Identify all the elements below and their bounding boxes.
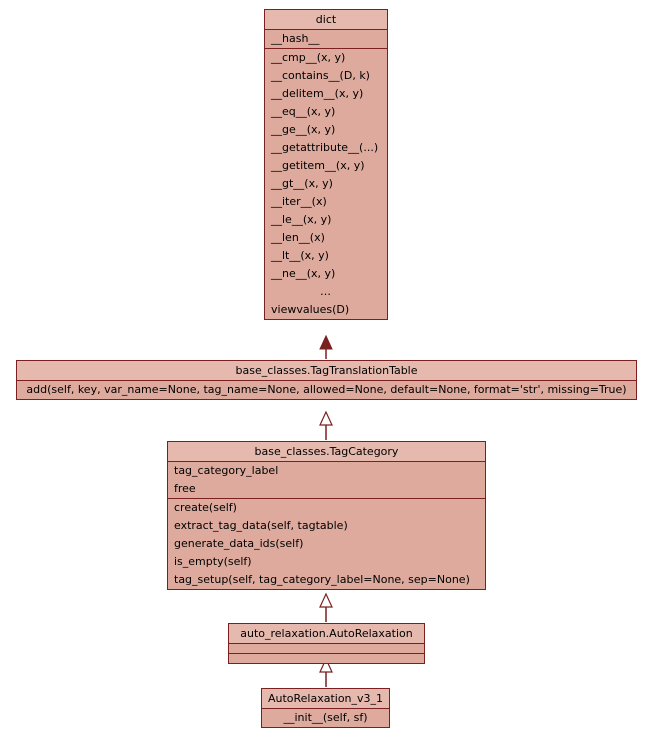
class-attribute: tag_category_label [174,464,279,477]
class-method: __ge__(x, y) [271,123,336,136]
class-method: create(self) [174,501,237,514]
class-title-tagcategory: base_classes.TagCategory [168,442,485,462]
class-box-tagtranslationtable[interactable] [16,360,637,400]
class-methods-autorelaxation [229,654,424,663]
class-method: __lt__(x, y) [271,249,329,262]
class-title-autorelaxation-v3-1: AutoRelaxation_v3_1 [262,689,389,709]
class-method: __gt__(x, y) [271,177,333,190]
class-method: __getattribute__(...) [271,141,379,154]
class-method: viewvalues(D) [271,303,350,316]
class-methods-tagtranslationtable [17,381,636,399]
class-method: tag_setup(self, tag_category_label=None, sep=None) [174,573,470,586]
class-method: __getitem__(x, y) [271,159,365,172]
class-method: __cmp__(x, y) [271,51,346,64]
class-method: is_empty(self) [174,555,252,568]
class-method-ellipsis: … [320,285,332,298]
class-methods-tagcategory [168,499,485,589]
class-method: extract_tag_data(self, tagtable) [174,519,348,532]
class-box-autorelaxation[interactable] [228,623,425,664]
class-method: __contains__(D, k) [271,69,370,82]
class-attribute: __hash__ [271,32,320,45]
class-box-dict[interactable] [264,9,388,320]
class-method: __ne__(x, y) [271,267,336,280]
class-attributes-dict [265,30,387,49]
class-method: add(self, key, var_name=None, tag_name=None, allowed=None, default=None, format='str', missing=True) [26,383,627,396]
class-method: __eq__(x, y) [271,105,336,118]
class-method: generate_data_ids(self) [174,537,304,550]
class-method: __le__(x, y) [271,213,332,226]
class-attribute: free [174,482,196,495]
class-methods-dict [265,49,387,319]
class-attributes-autorelaxation [229,644,424,654]
class-title-autorelaxation: auto_relaxation.AutoRelaxation [229,624,424,644]
class-box-tagcategory[interactable] [167,441,486,590]
class-attributes-tagcategory [168,462,485,499]
class-method: __delitem__(x, y) [271,87,364,100]
class-methods-autorelaxation-v3-1 [262,709,389,727]
class-title-tagtranslationtable: base_classes.TagTranslationTable [17,361,636,381]
class-title-dict: dict [265,10,387,30]
class-box-autorelaxation-v3-1[interactable] [261,688,390,728]
class-method: __len__(x) [271,231,325,244]
class-method: __iter__(x) [271,195,327,208]
class-method: __init__(self, sf) [283,711,368,724]
